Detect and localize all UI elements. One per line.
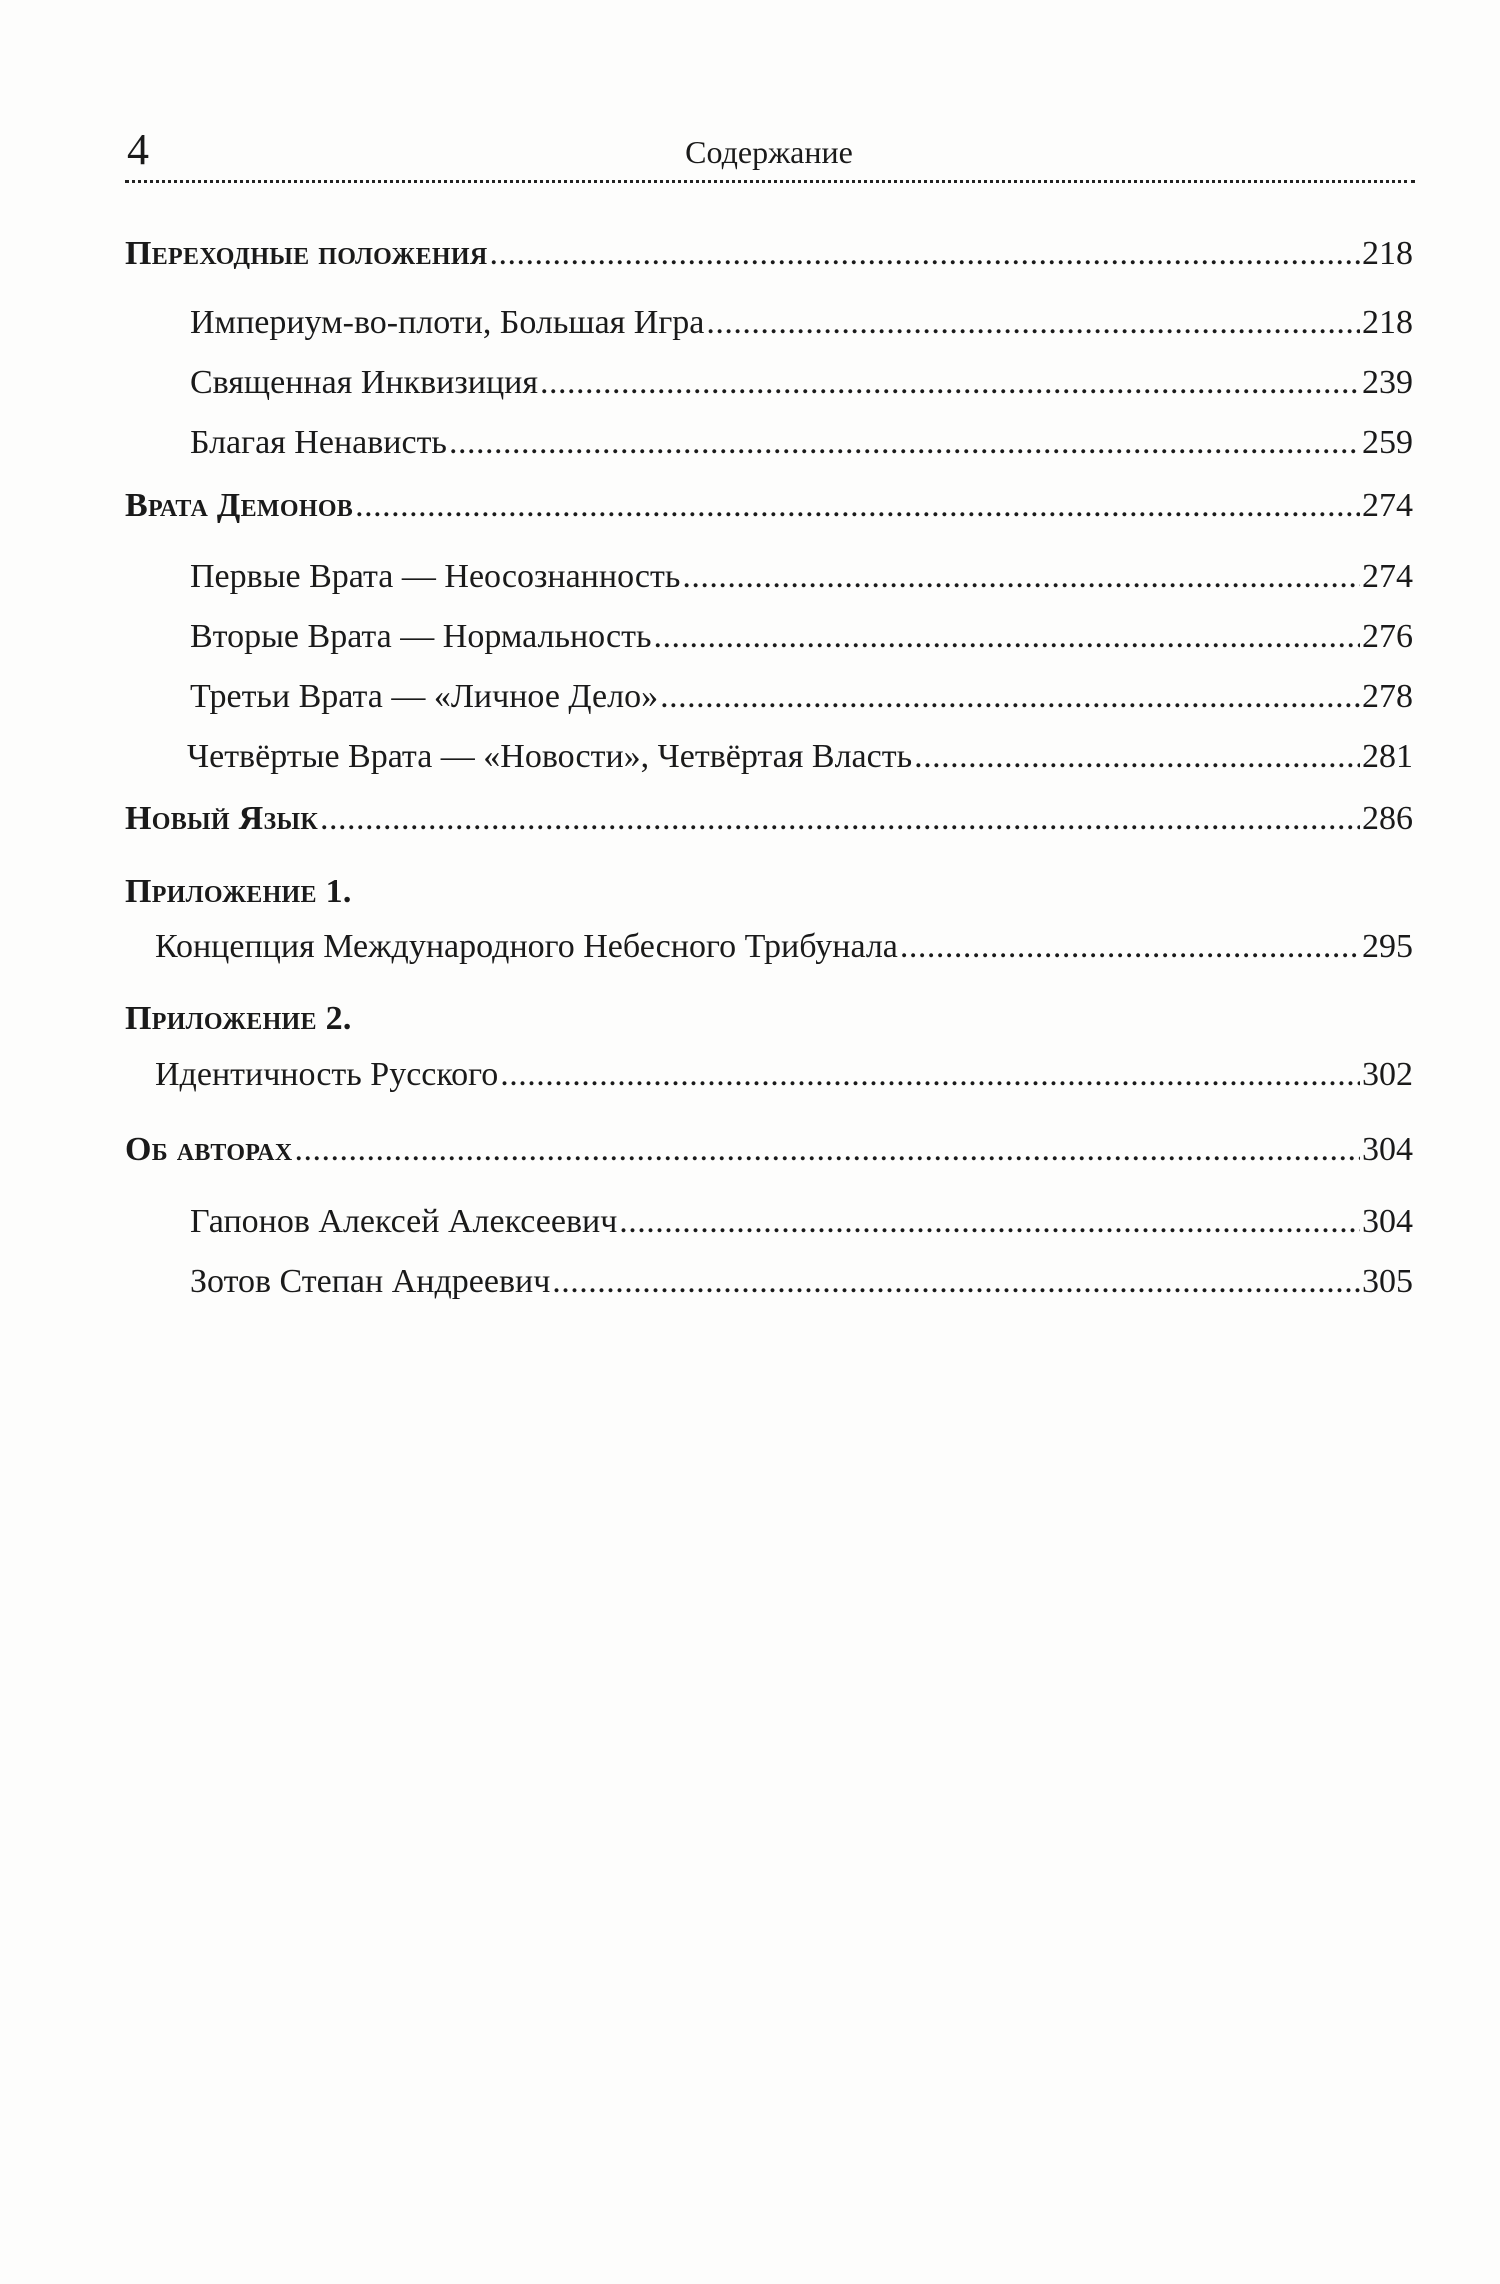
toc-entry-title: Третьи Врата — «Личное Дело»	[190, 678, 659, 715]
toc-entry-title: Империум-во-плоти, Большая Игра	[190, 304, 705, 341]
toc-entry[interactable]	[190, 615, 1413, 659]
toc-entry[interactable]	[190, 361, 1413, 405]
dot-leader	[320, 797, 1360, 841]
toc-entry-page: 304	[1362, 1203, 1413, 1240]
toc-entry-title: Новый Язык	[125, 800, 319, 837]
toc-entry[interactable]	[125, 797, 1413, 841]
toc-entry-page: 239	[1362, 364, 1413, 401]
toc-entry[interactable]	[190, 301, 1413, 345]
toc-entry-page: 286	[1362, 800, 1413, 837]
running-title: Содержание	[685, 134, 853, 170]
toc-entry[interactable]	[190, 555, 1413, 599]
toc-entry[interactable]	[125, 1128, 1413, 1172]
dot-leader	[660, 675, 1360, 719]
dot-leader	[449, 421, 1360, 465]
toc-entry-page: 295	[1362, 928, 1413, 965]
toc-entry-page: 302	[1362, 1056, 1413, 1093]
toc-entry-title: Благая Ненависть	[190, 424, 447, 461]
toc-entry[interactable]	[125, 484, 1413, 528]
toc-entry-page: 218	[1362, 304, 1413, 341]
dot-leader	[355, 484, 1360, 528]
dot-leader	[552, 1260, 1360, 1304]
toc-entry-title: Концепция Международного Небесного Трибунала	[155, 928, 898, 965]
toc-entry-page: 259	[1362, 424, 1413, 461]
toc-entry-page: 274	[1362, 558, 1413, 595]
dot-leader	[706, 301, 1360, 345]
toc-entry-title: Гапонов Алексей Алексеевич	[190, 1203, 618, 1240]
toc-entry-title: Врата Демонов	[125, 487, 354, 524]
toc-entry-title: Идентичность Русского	[155, 1056, 499, 1093]
toc-entry-page: 304	[1362, 1131, 1413, 1168]
toc-entry[interactable]	[125, 232, 1413, 276]
toc-entry-page: 278	[1362, 678, 1413, 715]
toc-entry-title: Первые Врата — Неосознанность	[190, 558, 681, 595]
page-number: 4	[127, 125, 149, 174]
dot-leader	[500, 1053, 1360, 1097]
toc-entry-title: Переходные положения	[125, 235, 488, 272]
toc-entry[interactable]	[190, 1200, 1413, 1244]
dot-leader	[619, 1200, 1360, 1244]
toc-entry-title: Четвёртые Врата — «Новости», Четвёртая Власть	[187, 738, 913, 775]
dot-leader	[914, 735, 1360, 779]
appendix-heading: Приложение 2.	[125, 1000, 352, 1037]
dot-leader	[489, 232, 1360, 276]
toc-entry-page: 274	[1362, 487, 1413, 524]
toc-entry[interactable]	[190, 675, 1413, 719]
toc-entry[interactable]	[155, 925, 1413, 969]
dot-leader	[653, 615, 1360, 659]
toc-entry-title: Зотов Степан Андреевич	[190, 1263, 551, 1300]
appendix-heading: Приложение 1.	[125, 873, 352, 910]
toc-entry-page: 218	[1362, 235, 1413, 272]
page-header	[125, 120, 1413, 180]
toc-entry-page: 281	[1362, 738, 1413, 775]
toc-entry-title: Священная Инквизиция	[190, 364, 538, 401]
toc-entry-page: 305	[1362, 1263, 1413, 1300]
toc-entry-page: 276	[1362, 618, 1413, 655]
dot-leader	[540, 361, 1360, 405]
dot-leader	[900, 925, 1360, 969]
header-rule	[125, 180, 1415, 183]
toc-entry-title: Вторые Врата — Нормальность	[190, 618, 652, 655]
toc-entry-title: Об авторах	[125, 1131, 293, 1168]
toc-entry[interactable]	[190, 421, 1413, 465]
toc-entry[interactable]	[187, 735, 1413, 779]
toc-entry[interactable]	[190, 1260, 1413, 1304]
dot-leader	[294, 1128, 1360, 1172]
toc-entry[interactable]	[155, 1053, 1413, 1097]
dot-leader	[682, 555, 1360, 599]
